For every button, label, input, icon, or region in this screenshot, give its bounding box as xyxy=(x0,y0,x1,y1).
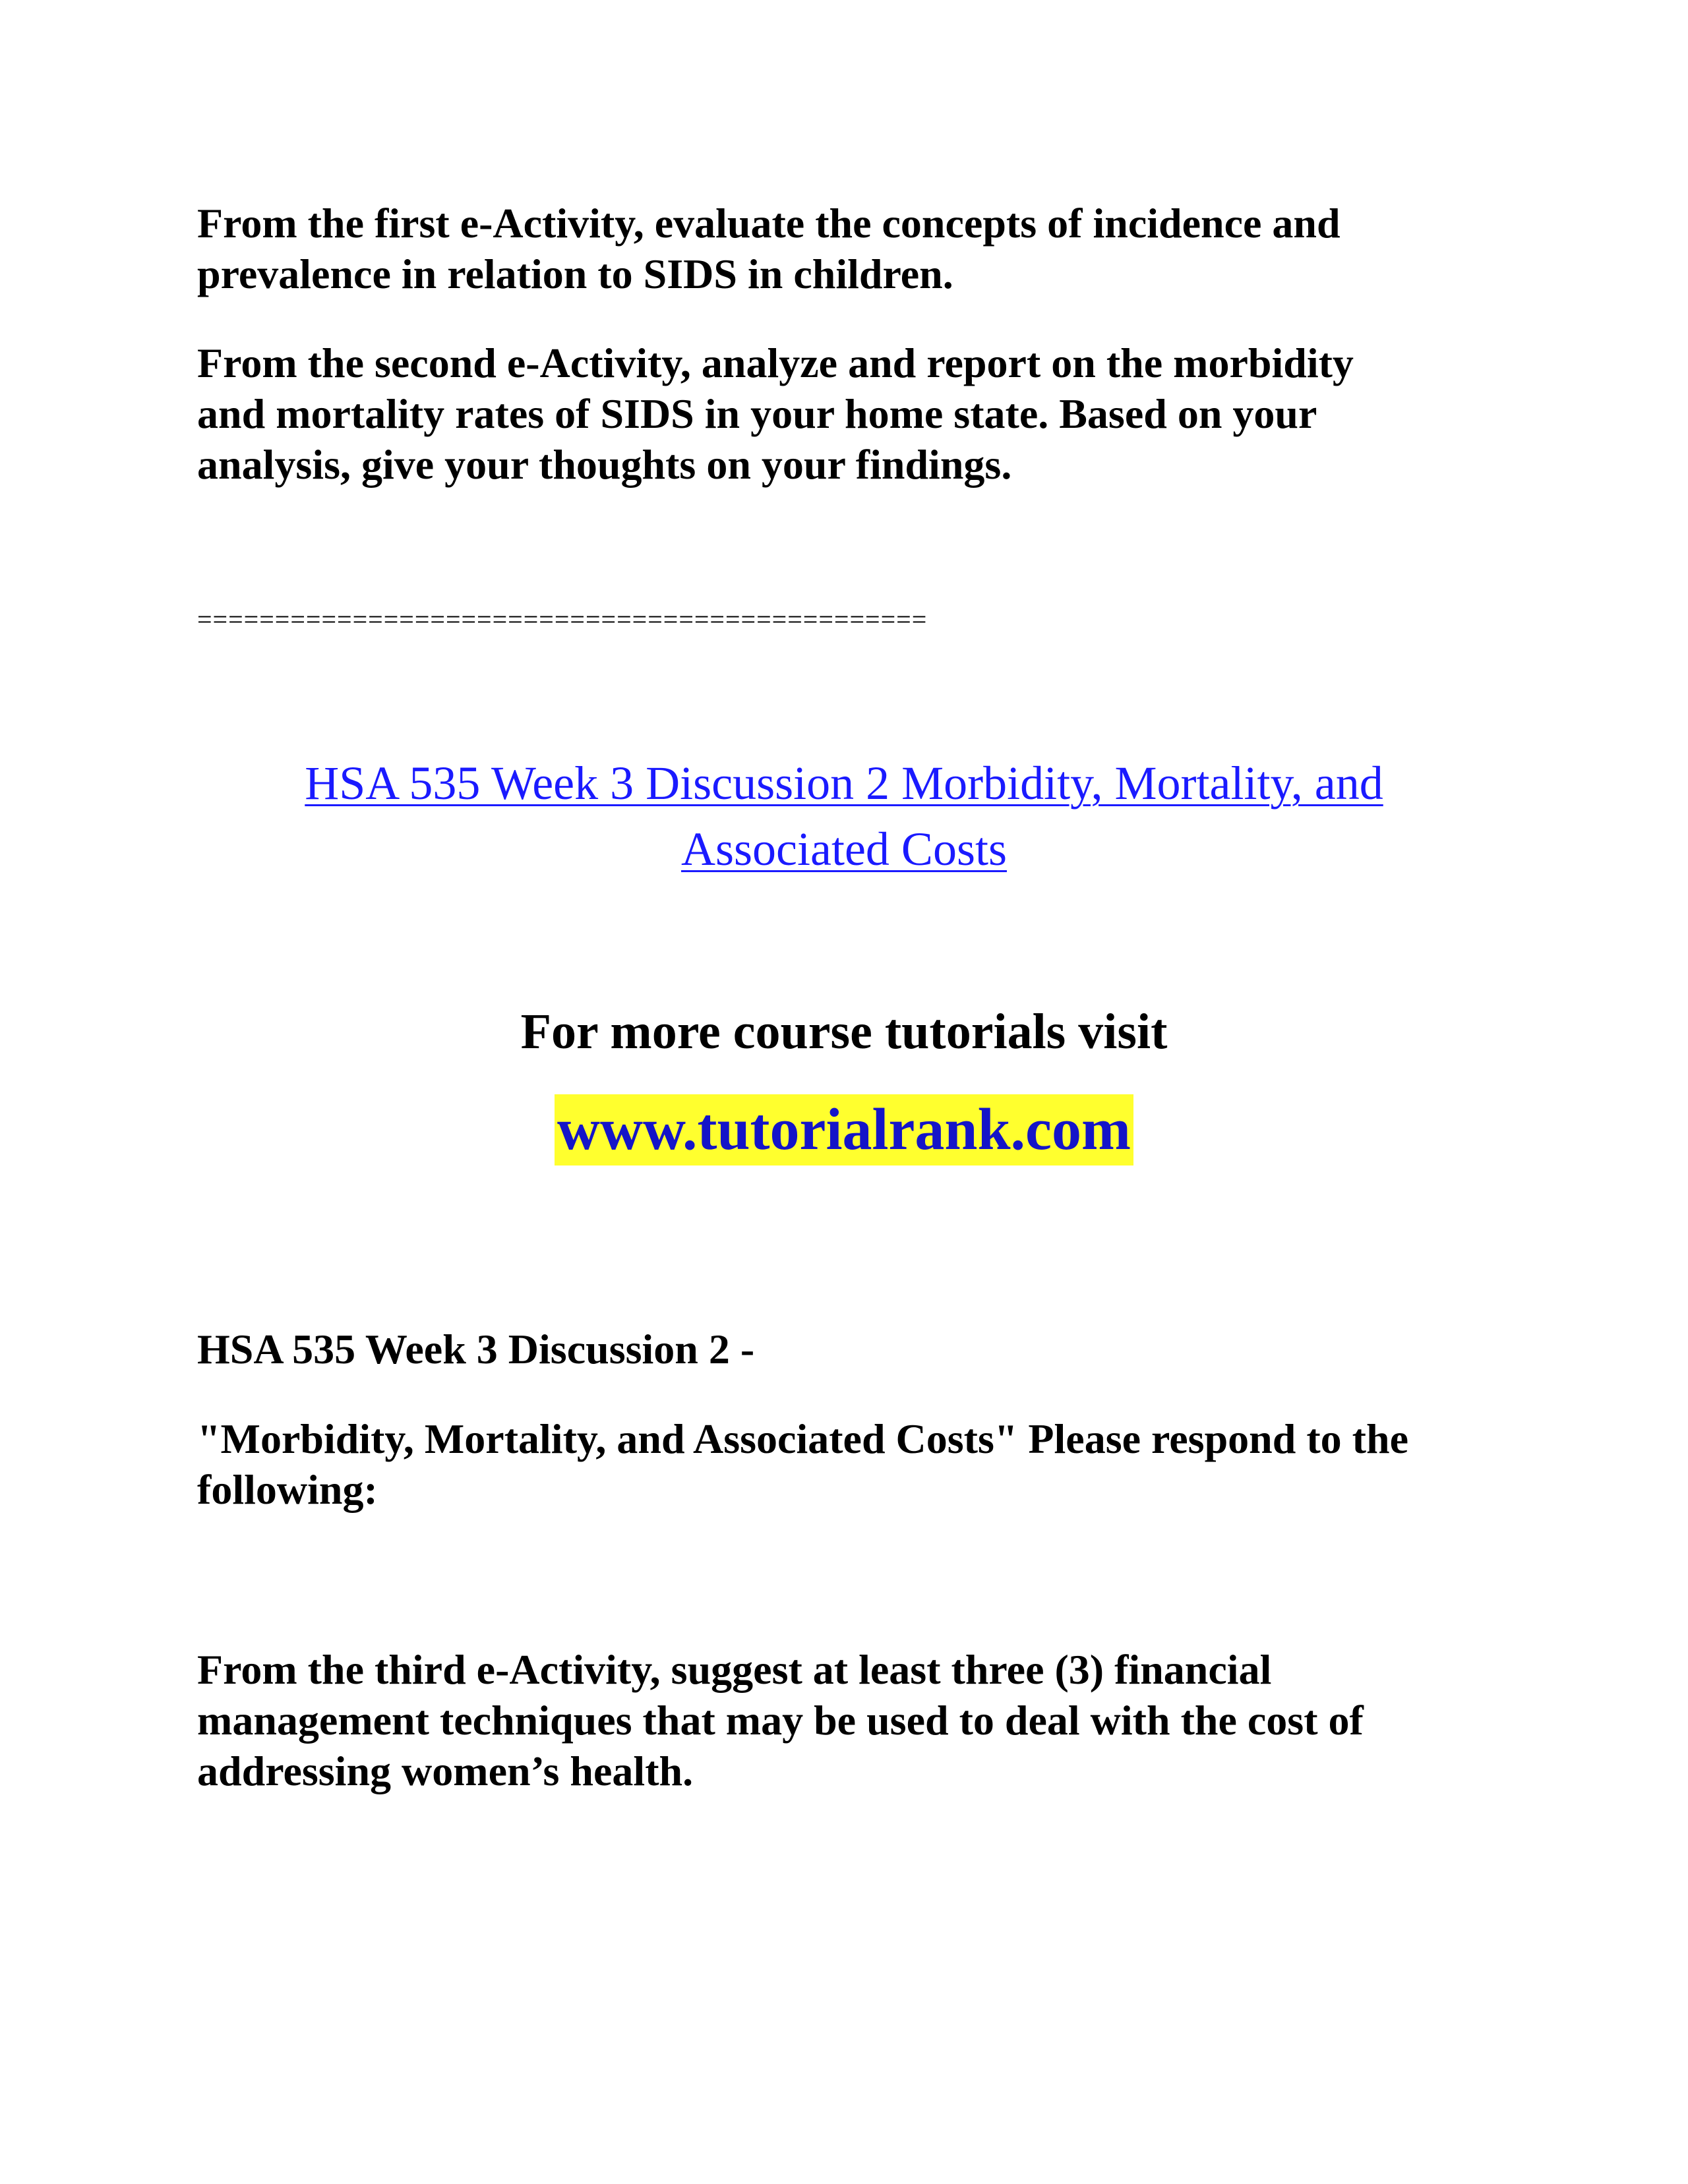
paragraph-respond-prompt: "Morbidity, Mortality, and Associated Costs" Please respond to the following: xyxy=(197,1415,1408,1513)
discussion-title-link[interactable]: HSA 535 Week 3 Discussion 2 Morbidity, Mortality, and Associated Costs xyxy=(305,757,1383,875)
paragraph-incidence-prevalence: From the first e-Activity, evaluate the concepts of incidence and prevalence in relation to SIDS in children. xyxy=(197,200,1341,297)
discussion-heading: HSA 535 Week 3 Discussion 2 - xyxy=(197,1326,755,1372)
promo-text: For more course tutorials visit xyxy=(520,1004,1168,1059)
paragraph-morbidity-mortality: From the second e-Activity, analyze and report on the morbidity and mortality rates of SIDS in your home state. Based on your analysis, give your thoughts on your findings. xyxy=(197,339,1354,488)
website-link[interactable]: www.tutorialrank.com xyxy=(555,1094,1133,1166)
paragraph-financial-techniques: From the third e-Activity, suggest at least three (3) financial management techniques that may be used to deal with the cost of addressing women’s health. xyxy=(197,1646,1364,1794)
separator-line: =============================================== xyxy=(197,605,928,634)
website-container xyxy=(0,1094,1688,1166)
